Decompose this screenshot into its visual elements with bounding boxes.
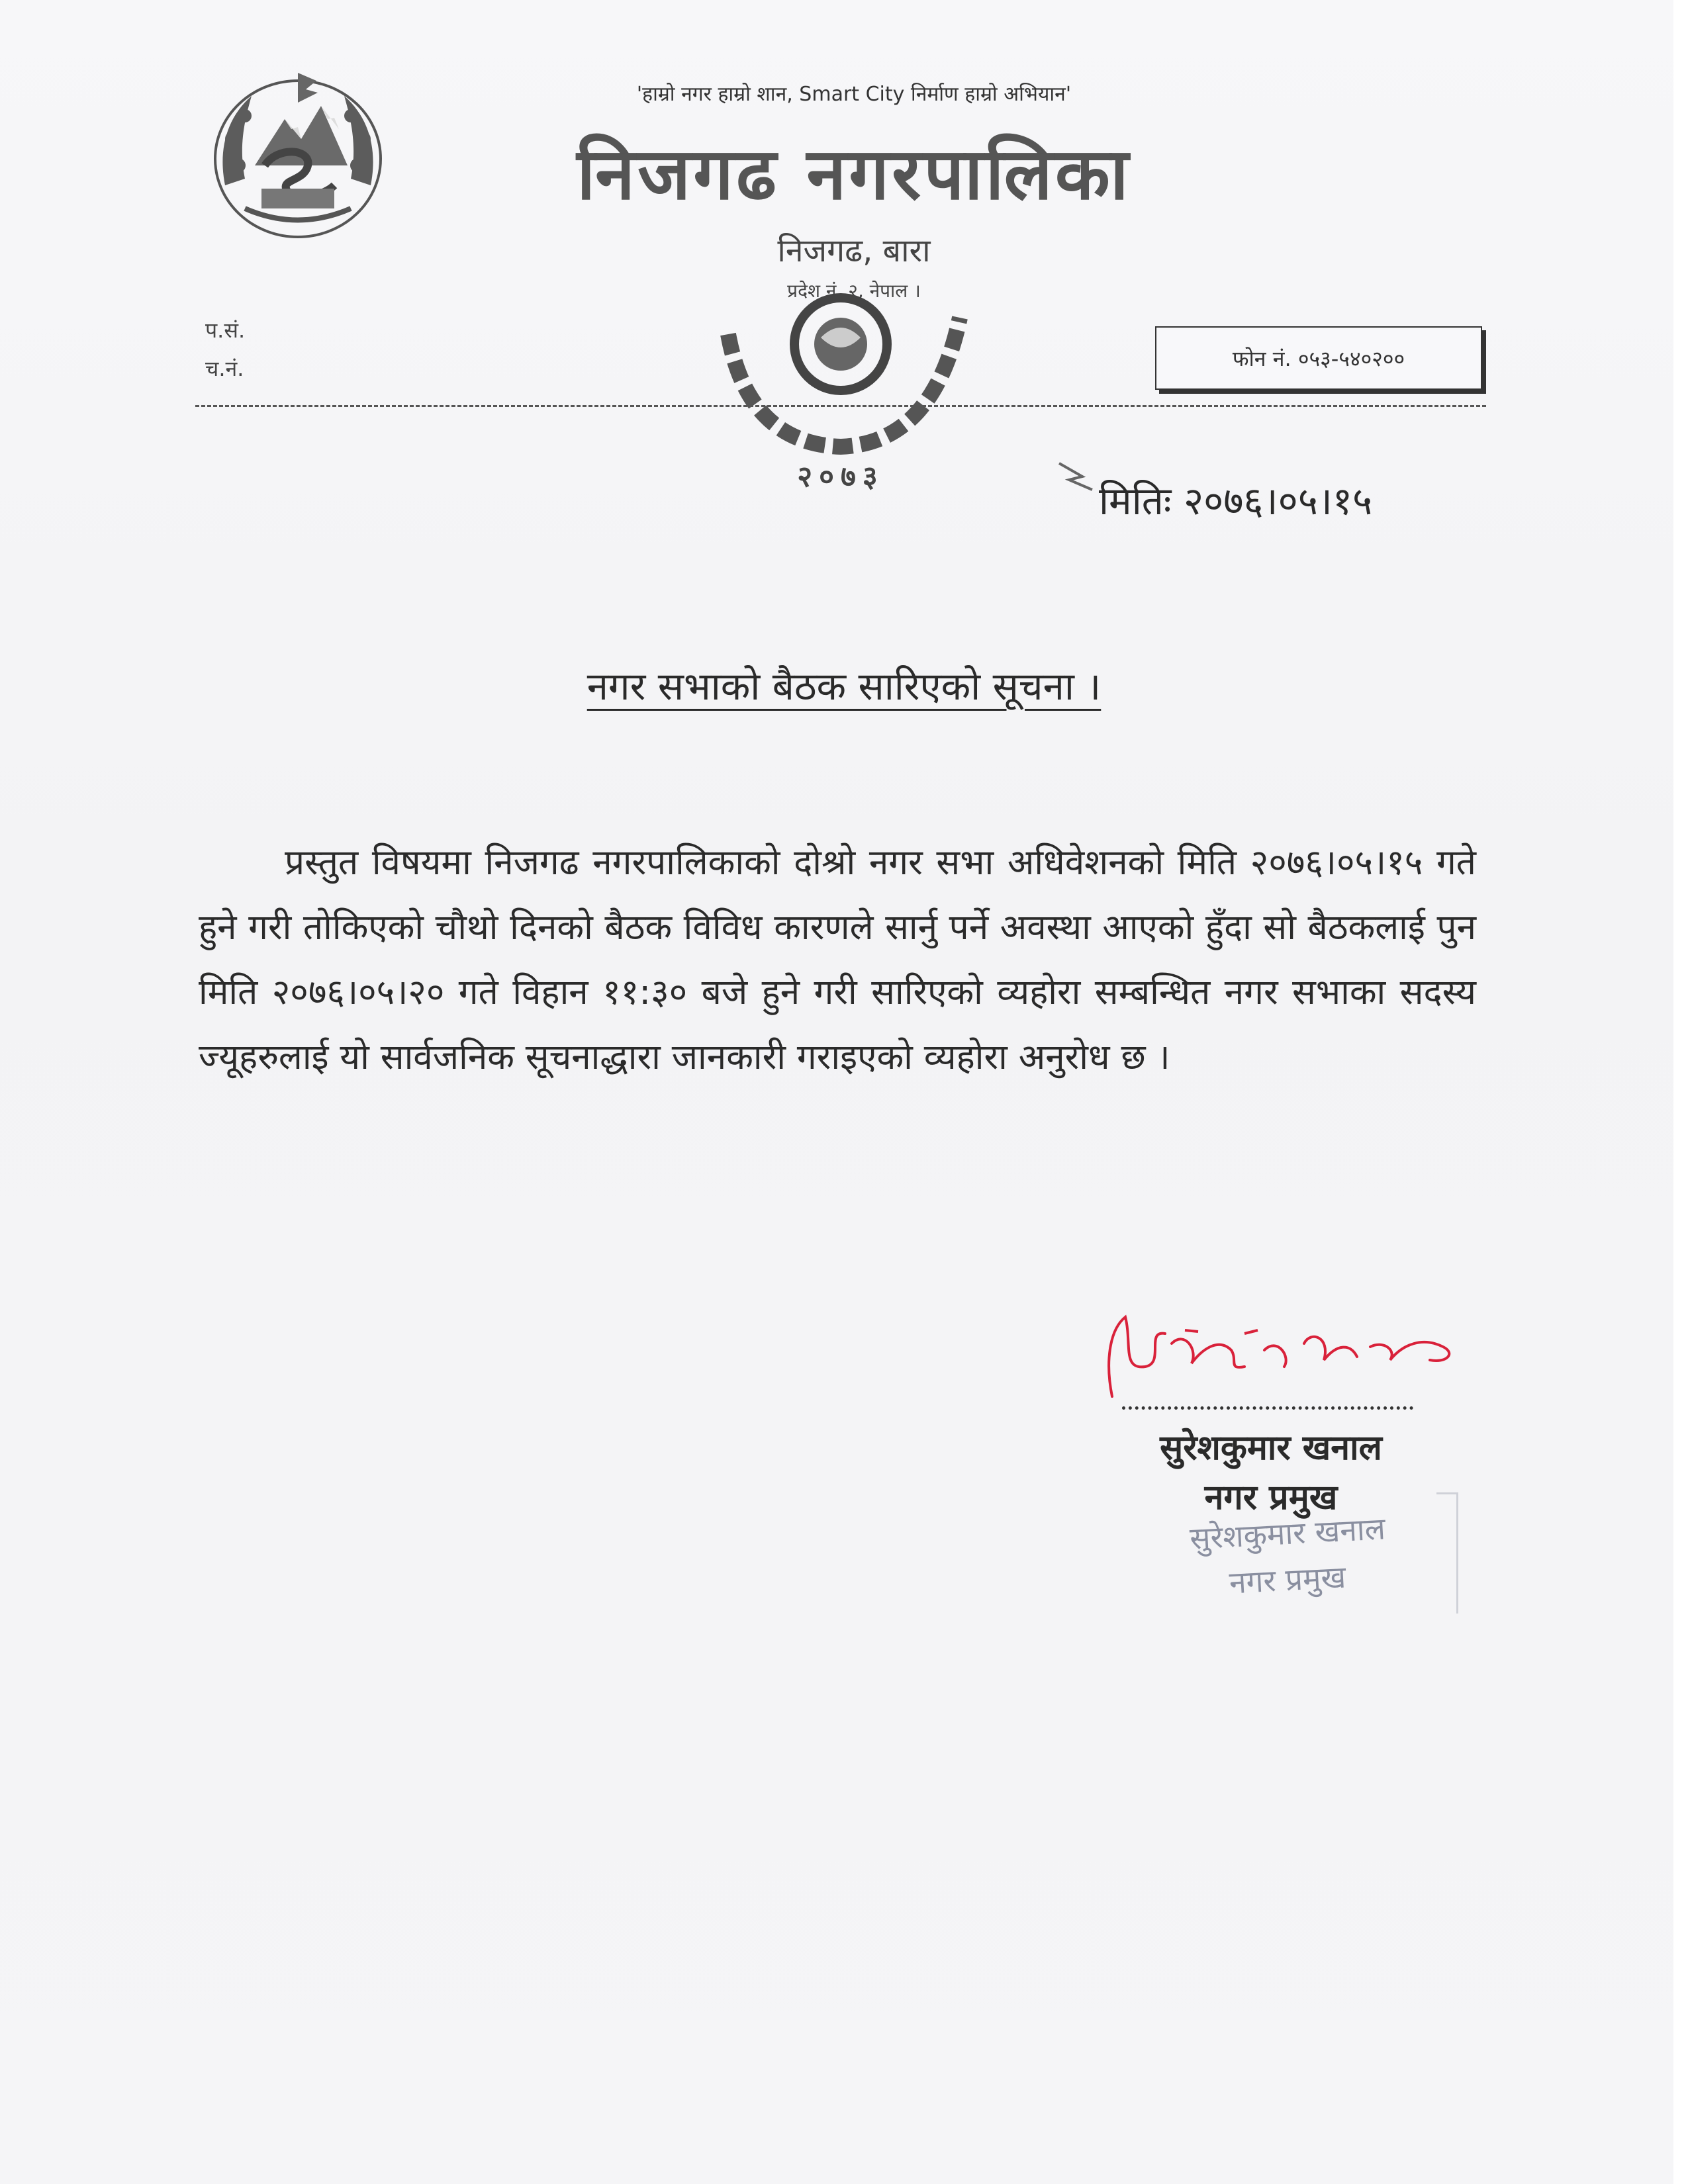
signer-name: सुरेशकुमार खनाल bbox=[1160, 1428, 1382, 1468]
slogan: 'हाम्रो नगर हाम्रो शान, Smart City निर्माण हाम्रो अभियान' bbox=[636, 83, 1072, 106]
organization-province: प्रदेश नं. २, नेपाल । bbox=[787, 280, 921, 302]
organization-address: निजगढ, बारा bbox=[777, 232, 931, 269]
stamp-title: नगर प्रमुख bbox=[1228, 1559, 1347, 1601]
reference-labels bbox=[205, 311, 245, 388]
ink-mark-icon bbox=[1056, 457, 1102, 496]
organization-name: निजगढ नगरपालिका bbox=[577, 133, 1131, 216]
notice-title-text: नगर सभाको बैठक सारिएको सूचना । bbox=[586, 664, 1102, 709]
letter-date: मितिः २०७६।०५।१५ bbox=[1099, 478, 1373, 523]
header-divider bbox=[195, 405, 1486, 407]
phone-box bbox=[1155, 326, 1482, 390]
nepal-emblem-icon bbox=[199, 66, 397, 245]
ref-number-label: प.सं. bbox=[205, 318, 246, 343]
phone-number: फोन नं. ०५३-५४०२०० bbox=[1232, 345, 1405, 371]
page-margin bbox=[1673, 0, 1688, 2184]
notice-body: प्रस्तुत विषयमा निजगढ नगरपालिकाको दोश्रो नगर सभा अधिवेशनको मिति २०७६।०५।१५ गते हुने गरी तोकिएको चौथो दिनको बैठक विविध कारणले सार्नु पर्ने अवस्था आएको हुँदा सो बैठकलाई पुन मिति २०७६।०५।२० गते विहान ११:३० बजे हुने गरी सारिएको व्यहोरा सम्बन्धित नगर सभाका सदस्य ज्यूहरुलाई यो सार्वजनिक सूचनाद्धारा जानकारी गराइएको व्यहोरा अनुरोध छ । bbox=[199, 842, 1476, 1077]
dispatch-number-label: च.नं. bbox=[205, 356, 244, 381]
notice-title bbox=[199, 659, 1489, 711]
handwritten-signature bbox=[1086, 1304, 1470, 1403]
stamp-name: सुरेशकुमार खनाल bbox=[1189, 1510, 1387, 1557]
stamp-border bbox=[1436, 1492, 1458, 1614]
signer-title: नगर प्रमुख bbox=[1204, 1478, 1338, 1518]
signature-line bbox=[1122, 1406, 1413, 1410]
seal-year: २०७३ bbox=[797, 460, 884, 494]
